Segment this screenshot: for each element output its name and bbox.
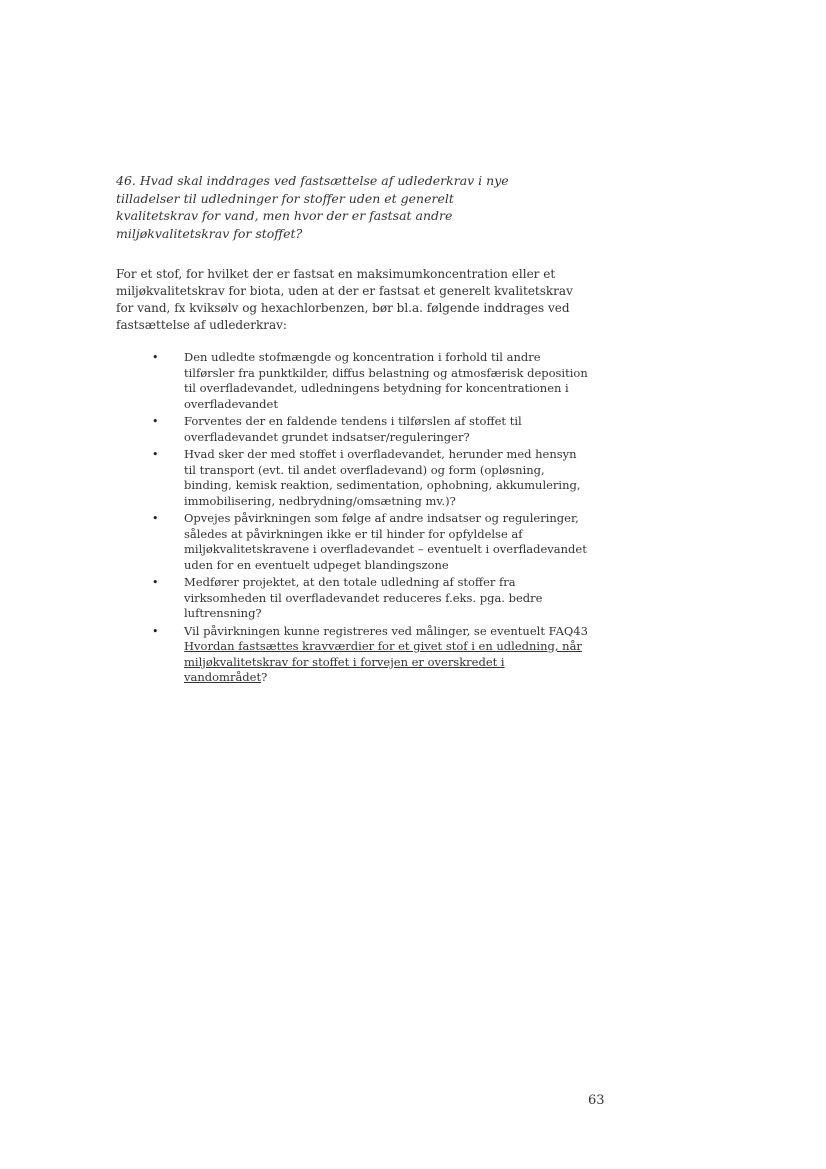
list-item: [150, 350, 590, 412]
list-item: [150, 511, 590, 573]
list-item: [150, 575, 590, 622]
list-item-text-prefix: Vil påvirkningen kunne registreres ved målinger, se eventuelt FAQ43: [184, 623, 588, 638]
bullet-icon: •: [152, 512, 159, 525]
list-item-text: Hvad sker der med stoffet i overfladevandet, herunder med hensyn til transport (evt. til andet overfladevand) og form (opløsning, binding, kemisk reaktion, sedimentation, ophobning, akkumulering, immobilisering, nedbrydning/omsætning mv.)?: [184, 447, 581, 508]
list-item-text: Forventes der en faldende tendens i tilførslen af stoffet til overfladevandet grundet indsatser/reguleringer?: [184, 414, 522, 444]
list-item: [150, 414, 590, 445]
faq43-link[interactable]: Hvordan fastsættes kravværdier for et givet stof i en udledning, når miljøkvalitetskrav for stoffet i forvejen er overskredet i vandområdet: [184, 639, 582, 684]
bullet-list: [150, 350, 590, 688]
page-number: 63: [588, 1093, 605, 1108]
list-item: [150, 624, 590, 686]
bullet-icon: •: [152, 351, 159, 364]
bullet-icon: •: [152, 624, 159, 638]
list-item-text-suffix: ?: [261, 670, 268, 684]
bullet-icon: •: [152, 448, 159, 461]
bullet-icon: •: [152, 576, 159, 589]
list-item-text: Medfører projektet, at den totale udledning af stoffer fra virksomheden til overfladevandet reduceres f.eks. pga. bedre luftrensning?: [184, 575, 543, 620]
question-heading: 46. Hvad skal inddrages ved fastsættelse af udlederkrav i nye tilladelser til udledninger for stoffer uden et generelt kvalitetskrav for vand, men hvor der er fastsat andre miljøkvalitetskrav for stoffet?: [116, 173, 509, 241]
list-item: [150, 447, 590, 509]
intro-paragraph: For et stof, for hvilket der er fastsat en maksimumkoncentration eller et miljøkvalitetskrav for biota, uden at der er fastsat et generelt kvalitetskrav for vand, fx kviksølv og hexachlorbenzen, bør bl.a. følgende inddrages ved fastsættelse af udlederkrav:: [116, 267, 573, 332]
list-item-text: Opvejes påvirkningen som følge af andre indsatser og reguleringer, således at påvirkningen ikke er til hinder for opfyldelse af miljøkvalitetskravene i overfladevandet – eventuelt i overfladevandet uden for en eventuelt udpeget blandingszone: [184, 511, 587, 572]
bullet-icon: •: [152, 415, 159, 428]
list-item-text: Den udledte stofmængde og koncentration i forhold til andre tilførsler fra punktkilder, diffus belastning og atmosfærisk deposition til overfladevandet, udledningens betydning for koncentrationen i overfladevandet: [184, 350, 588, 411]
